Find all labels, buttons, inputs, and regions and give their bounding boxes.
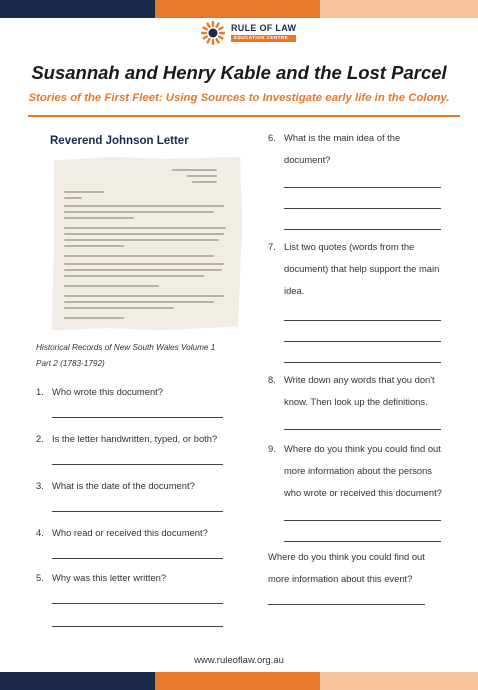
- caption-line-1: Historical Records of New South Wales Volume 1: [36, 343, 216, 352]
- band-navy-segment: [0, 672, 155, 690]
- answer-line[interactable]: [52, 497, 223, 512]
- question-text: Who wrote this document?: [52, 386, 163, 397]
- page-subtitle: Stories of the First Fleet: Using Sources to Investigate early life in the Colony.: [28, 92, 450, 104]
- answer-line[interactable]: [52, 403, 223, 418]
- question-number: 9.: [268, 443, 276, 454]
- bottom-color-band: [0, 672, 478, 690]
- question-1: [36, 381, 236, 403]
- answer-line[interactable]: [284, 173, 441, 188]
- question-text: Where do you think you could find out more information about the persons who wrote or received this document?: [284, 443, 442, 498]
- question-text: What is the main idea of the document?: [284, 132, 401, 165]
- answer-line[interactable]: [284, 194, 441, 209]
- answer-line[interactable]: [284, 506, 441, 521]
- question-text: Why was this letter written?: [52, 572, 167, 583]
- answer-line[interactable]: [52, 450, 223, 465]
- question-5: [36, 567, 236, 589]
- final-question: [268, 546, 448, 590]
- answer-line[interactable]: [284, 527, 441, 542]
- question-number: 7.: [268, 241, 276, 252]
- question-text: List two quotes (words from the document) that help support the main idea.: [284, 241, 440, 296]
- answer-line[interactable]: [284, 415, 441, 430]
- band-navy-segment: [0, 0, 155, 18]
- answer-line[interactable]: [52, 544, 223, 559]
- letter-heading: Reverend Johnson Letter: [50, 135, 189, 147]
- answer-line[interactable]: [284, 327, 441, 342]
- answer-line[interactable]: [284, 348, 441, 363]
- question-4: [36, 522, 236, 544]
- question-number: 3.: [36, 480, 44, 491]
- question-text: Write down any words that you don't know. Then look up the definitions.: [284, 374, 435, 407]
- footer-url[interactable]: www.ruleoflaw.org.au: [194, 655, 284, 666]
- question-9: [268, 438, 448, 504]
- answer-line[interactable]: [52, 612, 223, 627]
- question-list-left: [36, 381, 236, 627]
- question-text: What is the date of the document?: [52, 480, 195, 491]
- right-column: [268, 127, 448, 605]
- question-number: 1.: [36, 386, 44, 397]
- top-color-band: [0, 0, 478, 18]
- question-number: 2.: [36, 433, 44, 444]
- logo-subtitle: EDUCATION CENTRE: [231, 35, 296, 42]
- page-title: Susannah and Henry Kable and the Lost Parcel: [31, 62, 447, 83]
- question-number: 6.: [268, 132, 276, 143]
- question-7: [268, 236, 448, 302]
- question-6: [268, 127, 448, 171]
- caption-line-2: Part 2 (1783-1792): [36, 359, 105, 368]
- question-8: [268, 369, 448, 413]
- question-number: 4.: [36, 527, 44, 538]
- sunburst-logo-icon: [200, 20, 226, 46]
- question-number: 8.: [268, 374, 276, 385]
- band-peach-segment: [320, 0, 478, 18]
- band-orange-segment: [155, 672, 320, 690]
- rule-of-law-logo: [200, 20, 296, 46]
- question-number: 5.: [36, 572, 44, 583]
- answer-line[interactable]: [52, 589, 223, 604]
- question-2: [36, 428, 236, 450]
- letter-document-image: [52, 157, 242, 330]
- header-divider: [28, 115, 460, 117]
- band-peach-segment: [320, 672, 478, 690]
- logo-name: RULE OF LAW: [231, 23, 297, 34]
- question-3: [36, 475, 236, 497]
- question-text: Who read or received this document?: [52, 527, 208, 538]
- letter-caption: [36, 340, 236, 372]
- answer-line[interactable]: [268, 590, 425, 605]
- answer-line[interactable]: [284, 215, 441, 230]
- left-column: [36, 130, 236, 627]
- question-text: Where do you think you could find out more information about this event?: [268, 551, 425, 584]
- question-text: Is the letter handwritten, typed, or both?: [52, 433, 218, 444]
- band-orange-segment: [155, 0, 320, 18]
- answer-line[interactable]: [284, 306, 441, 321]
